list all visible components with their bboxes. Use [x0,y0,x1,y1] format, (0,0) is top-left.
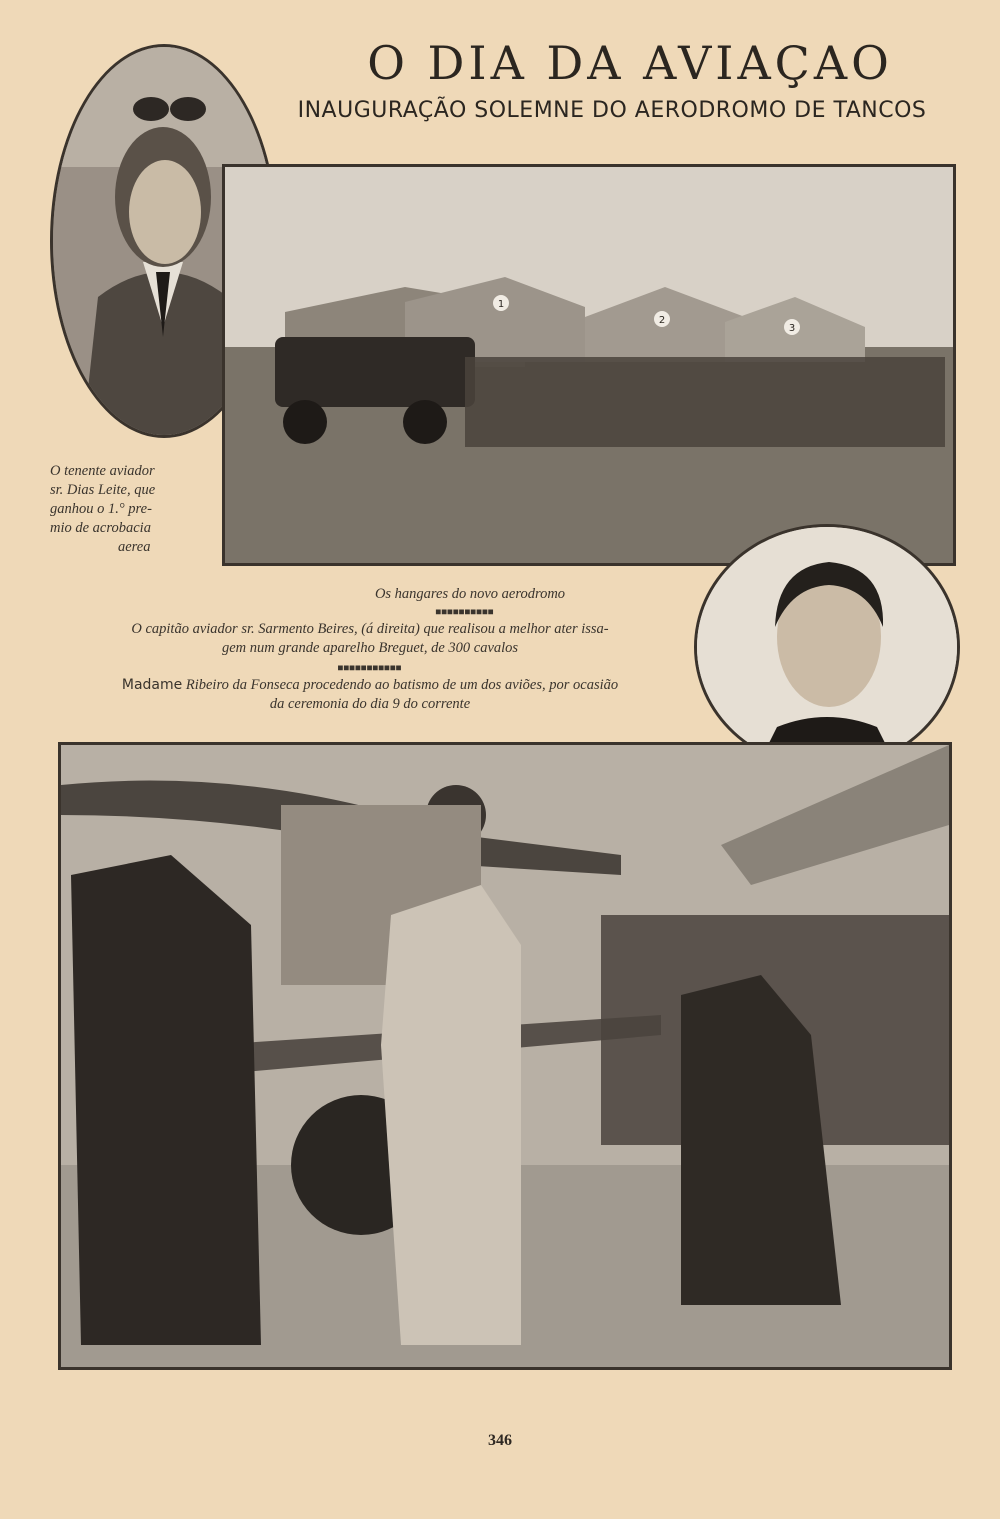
caption-line: da ceremonia do dia 9 do corrente [269,696,471,712]
hangars-scene [225,167,953,563]
caption-line [60,676,680,695]
caption-line: O tenente aviador [50,463,155,479]
caption-line: gem num grande aparelho Breguet, de 300 cavalos [221,640,519,656]
caption-line: O capitão aviador sr. Sarmento Beires, (á direita) que realisou a melhor ater issa- [131,621,609,637]
caption-line: sr. Dias Leite, que [50,482,156,498]
caption-prefix: Madame [121,677,183,693]
airplane-scene [61,745,949,1367]
caption-hangars: Os hangares do novo aerodromo [374,586,566,602]
caption-baptism [60,676,680,714]
divider: ■■■■■■■■■■ [435,607,495,616]
portrait-sarmento-beires [694,524,960,770]
page-number: 346 [488,1432,512,1449]
caption-dias-leite [50,462,200,557]
hangar-number-1: 1 [497,299,505,310]
hangar-number-3: 3 [788,323,796,334]
caption-line: mio de acrobacia [50,520,151,536]
hangar-number-2: 2 [658,315,666,326]
page-subtitle: INAUGURAÇÃO SOLEMNE DO AERODROMO DE TANCOS [297,98,927,123]
page-title: O DIA DA AVIAÇAO [367,36,893,90]
caption-sarmento-beires [60,620,680,658]
caption-text: Ribeiro da Fonseca procedendo ao batismo de um dos aviões, por ocasião [185,677,619,693]
caption-line: ganhou o 1.° pre- [50,501,152,517]
divider: ■■■■■■■■■■■ [338,663,402,672]
airplane-baptism-photo [58,742,952,1370]
hangars-photo [222,164,956,566]
caption-line: aerea [118,539,151,555]
